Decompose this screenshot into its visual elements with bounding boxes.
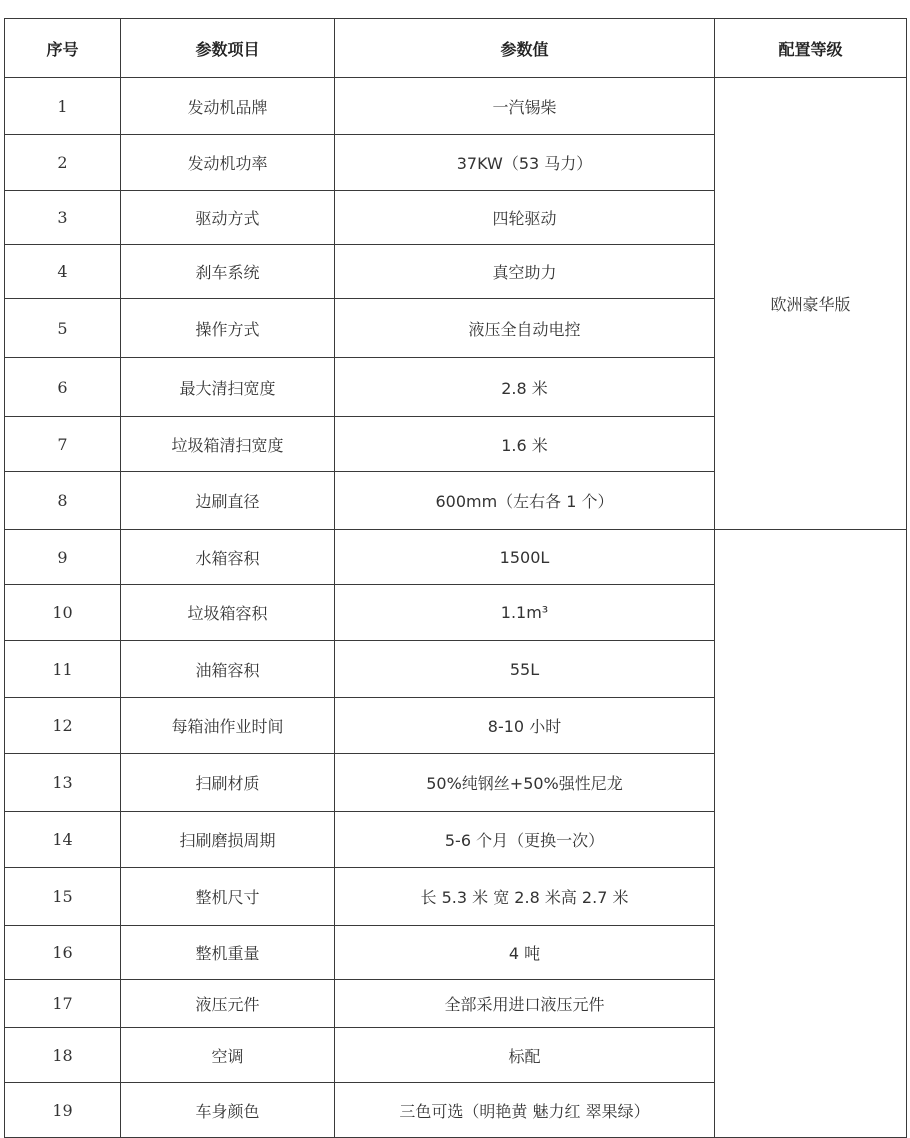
row-value: 1.1m³ — [335, 585, 715, 641]
row-index: 11 — [5, 641, 121, 698]
header-grade: 配置等级 — [715, 19, 907, 78]
row-value: 37KW（53 马力） — [335, 135, 715, 191]
row-index: 6 — [5, 358, 121, 417]
row-item: 每箱油作业时间 — [121, 698, 335, 754]
row-item: 最大清扫宽度 — [121, 358, 335, 417]
header-item: 参数项目 — [121, 19, 335, 78]
row-value: 55L — [335, 641, 715, 698]
row-index: 7 — [5, 417, 121, 472]
row-item: 车身颜色 — [121, 1083, 335, 1138]
row-value: 1.6 米 — [335, 417, 715, 472]
header-row — [5, 19, 907, 78]
row-index: 10 — [5, 585, 121, 641]
row-index: 8 — [5, 472, 121, 530]
row-item: 空调 — [121, 1028, 335, 1083]
row-index: 13 — [5, 754, 121, 812]
row-item: 水箱容积 — [121, 530, 335, 585]
row-item: 刹车系统 — [121, 245, 335, 299]
row-item: 边刷直径 — [121, 472, 335, 530]
row-value: 四轮驱动 — [335, 191, 715, 245]
table-row — [5, 78, 907, 135]
row-item: 油箱容积 — [121, 641, 335, 698]
row-index: 15 — [5, 868, 121, 926]
row-index: 16 — [5, 926, 121, 980]
row-item: 垃圾箱容积 — [121, 585, 335, 641]
row-value: 1500L — [335, 530, 715, 585]
row-index: 4 — [5, 245, 121, 299]
row-item: 驱动方式 — [121, 191, 335, 245]
row-value: 长 5.3 米 宽 2.8 米高 2.7 米 — [335, 868, 715, 926]
header-value: 参数值 — [335, 19, 715, 78]
row-value: 液压全自动电控 — [335, 299, 715, 358]
row-index: 17 — [5, 980, 121, 1028]
row-value: 一汽锡柴 — [335, 78, 715, 135]
row-item: 垃圾箱清扫宽度 — [121, 417, 335, 472]
row-value: 真空助力 — [335, 245, 715, 299]
row-value: 600mm（左右各 1 个） — [335, 472, 715, 530]
row-value: 全部采用进口液压元件 — [335, 980, 715, 1028]
row-item: 操作方式 — [121, 299, 335, 358]
row-index: 1 — [5, 78, 121, 135]
row-index: 9 — [5, 530, 121, 585]
row-item: 发动机功率 — [121, 135, 335, 191]
row-index: 5 — [5, 299, 121, 358]
row-item: 扫刷材质 — [121, 754, 335, 812]
row-index: 14 — [5, 812, 121, 868]
row-index: 18 — [5, 1028, 121, 1083]
row-item: 扫刷磨损周期 — [121, 812, 335, 868]
row-value: 50%纯钢丝+50%强性尼龙 — [335, 754, 715, 812]
config-grade-empty — [715, 530, 907, 1138]
row-item: 整机尺寸 — [121, 868, 335, 926]
row-value: 三色可选（明艳黄 魅力红 翠果绿） — [335, 1083, 715, 1138]
row-index: 3 — [5, 191, 121, 245]
header-index: 序号 — [5, 19, 121, 78]
row-index: 12 — [5, 698, 121, 754]
row-value: 标配 — [335, 1028, 715, 1083]
row-item: 液压元件 — [121, 980, 335, 1028]
row-value: 4 吨 — [335, 926, 715, 980]
row-value: 2.8 米 — [335, 358, 715, 417]
row-value: 8-10 小时 — [335, 698, 715, 754]
config-grade: 欧洲豪华版 — [715, 78, 907, 530]
row-item: 发动机品牌 — [121, 78, 335, 135]
row-item: 整机重量 — [121, 926, 335, 980]
row-index: 2 — [5, 135, 121, 191]
row-index: 19 — [5, 1083, 121, 1138]
table-row — [5, 530, 907, 585]
row-value: 5-6 个月（更换一次） — [335, 812, 715, 868]
spec-table — [4, 18, 907, 1138]
